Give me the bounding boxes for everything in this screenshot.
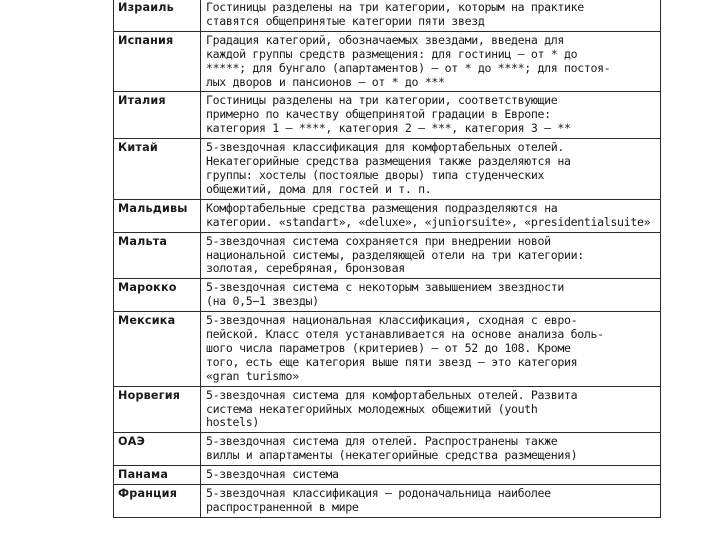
description-line: распространенной в мире [206, 500, 359, 514]
table-row [114, 485, 661, 518]
description-line: 5-звездочная система для комфортабельных отелей. Развита [206, 387, 578, 402]
country-cell: Марокко [114, 279, 201, 312]
description-line: Комфортабельные средства размещения подразделяются на [206, 200, 558, 215]
country-cell: Испания [114, 31, 201, 92]
description-line: Гостиницы разделены на три категории, соответствующие [206, 93, 558, 108]
description-line: 5-звездочная классификация — родоначальница наиболее [206, 486, 551, 501]
description-cell [201, 386, 661, 433]
description-line: национальной системы, разделяющей отели на три категории: [206, 247, 584, 262]
country-cell: ОАЭ [114, 433, 201, 466]
description-line: 5-звездочная национальная классификация, сходная с евро- [206, 313, 578, 328]
country-cell: Мальдивы [114, 199, 201, 232]
table-row [114, 433, 661, 466]
description-cell [201, 232, 661, 279]
description-line: hostels) [206, 415, 260, 430]
description-line: шого числа параметров (критериев) — от 52 до 108. Кроме [206, 340, 571, 355]
table-row [114, 386, 661, 433]
description-cell [201, 0, 661, 31]
description-cell [201, 433, 661, 466]
description-line: система некатегорийных молодежных общежитий (youth [206, 401, 538, 416]
table-row [114, 279, 661, 312]
table-row [114, 199, 661, 232]
description-line: 5-звездочная классификация для комфортабельных отелей. [206, 140, 565, 155]
country-cell: Франция [114, 485, 201, 518]
description-line: группы: хостелы (постоялые дворы) типа студенческих [206, 167, 545, 182]
description-cell [201, 466, 661, 485]
description-cell [201, 312, 661, 387]
description-cell [201, 485, 661, 518]
country-cell: Мальта [114, 232, 201, 279]
description-cell [201, 279, 661, 312]
description-line: каждой группы средств размещения: для гостиниц — от * до [206, 46, 578, 61]
table-row [114, 139, 661, 200]
description-line: *****; для бунгало (апартаментов) — от * до ****; для постоя- [206, 60, 611, 75]
description-line: общежитий, дома для гостей и т. п. [206, 181, 432, 196]
hotel-classification-table [113, 0, 661, 518]
description-line: «gran turismo» [206, 368, 299, 383]
table-row [114, 312, 661, 387]
description-line: 5-звездочная система [206, 467, 339, 482]
country-cell: Панама [114, 466, 201, 485]
description-cell [201, 199, 661, 232]
country-cell: Израиль [114, 0, 201, 31]
table-body [114, 0, 661, 517]
description-line: 5-звездочная система с некоторым завышением звездности [206, 280, 565, 295]
description-cell [201, 31, 661, 92]
country-cell: Китай [114, 139, 201, 200]
table-row [114, 31, 661, 92]
description-line: Градация категорий, обозначаемых звездами, введена для [206, 32, 565, 47]
description-line: пейской. Класс отеля устанавливается на основе анализа боль- [206, 327, 604, 342]
description-cell [201, 92, 661, 139]
description-line: Гостиницы разделены на три категории, которым на практике [206, 0, 584, 14]
table-row [114, 92, 661, 139]
country-cell: Мексика [114, 312, 201, 387]
description-line: лых дворов и пансионов — от * до *** [206, 74, 445, 89]
description-line: (на 0,5−1 звезды) [206, 294, 319, 309]
description-line: ставятся общепринятые категории пяти звезд [206, 13, 485, 28]
description-line: категории. «standart», «deluxe», «juniorsuite», «presidentialsuite» [206, 214, 651, 229]
description-line: примерно по качеству общепринятой градации в Европе: [206, 107, 551, 122]
description-cell [201, 139, 661, 200]
country-cell: Норвегия [114, 386, 201, 433]
description-line: виллы и апартаменты (некатегорийные средства размещения) [206, 448, 578, 463]
table-row [114, 0, 661, 31]
description-line: Некатегорийные средства размещения также разделяются на [206, 154, 571, 169]
table-row [114, 232, 661, 279]
description-line: золотая, серебряная, бронзовая [206, 261, 405, 276]
description-line: 5-звездочная система сохраняется при внедрении новой [206, 233, 551, 248]
description-line: 5-звездочная система для отелей. Распространены также [206, 434, 558, 449]
country-cell: Италия [114, 92, 201, 139]
description-line: того, есть еще категория выше пяти звезд — это категория [206, 354, 578, 369]
description-line: категория 1 — ****, категория 2 — ***, категория 3 — ** [206, 121, 571, 136]
table-row [114, 466, 661, 485]
